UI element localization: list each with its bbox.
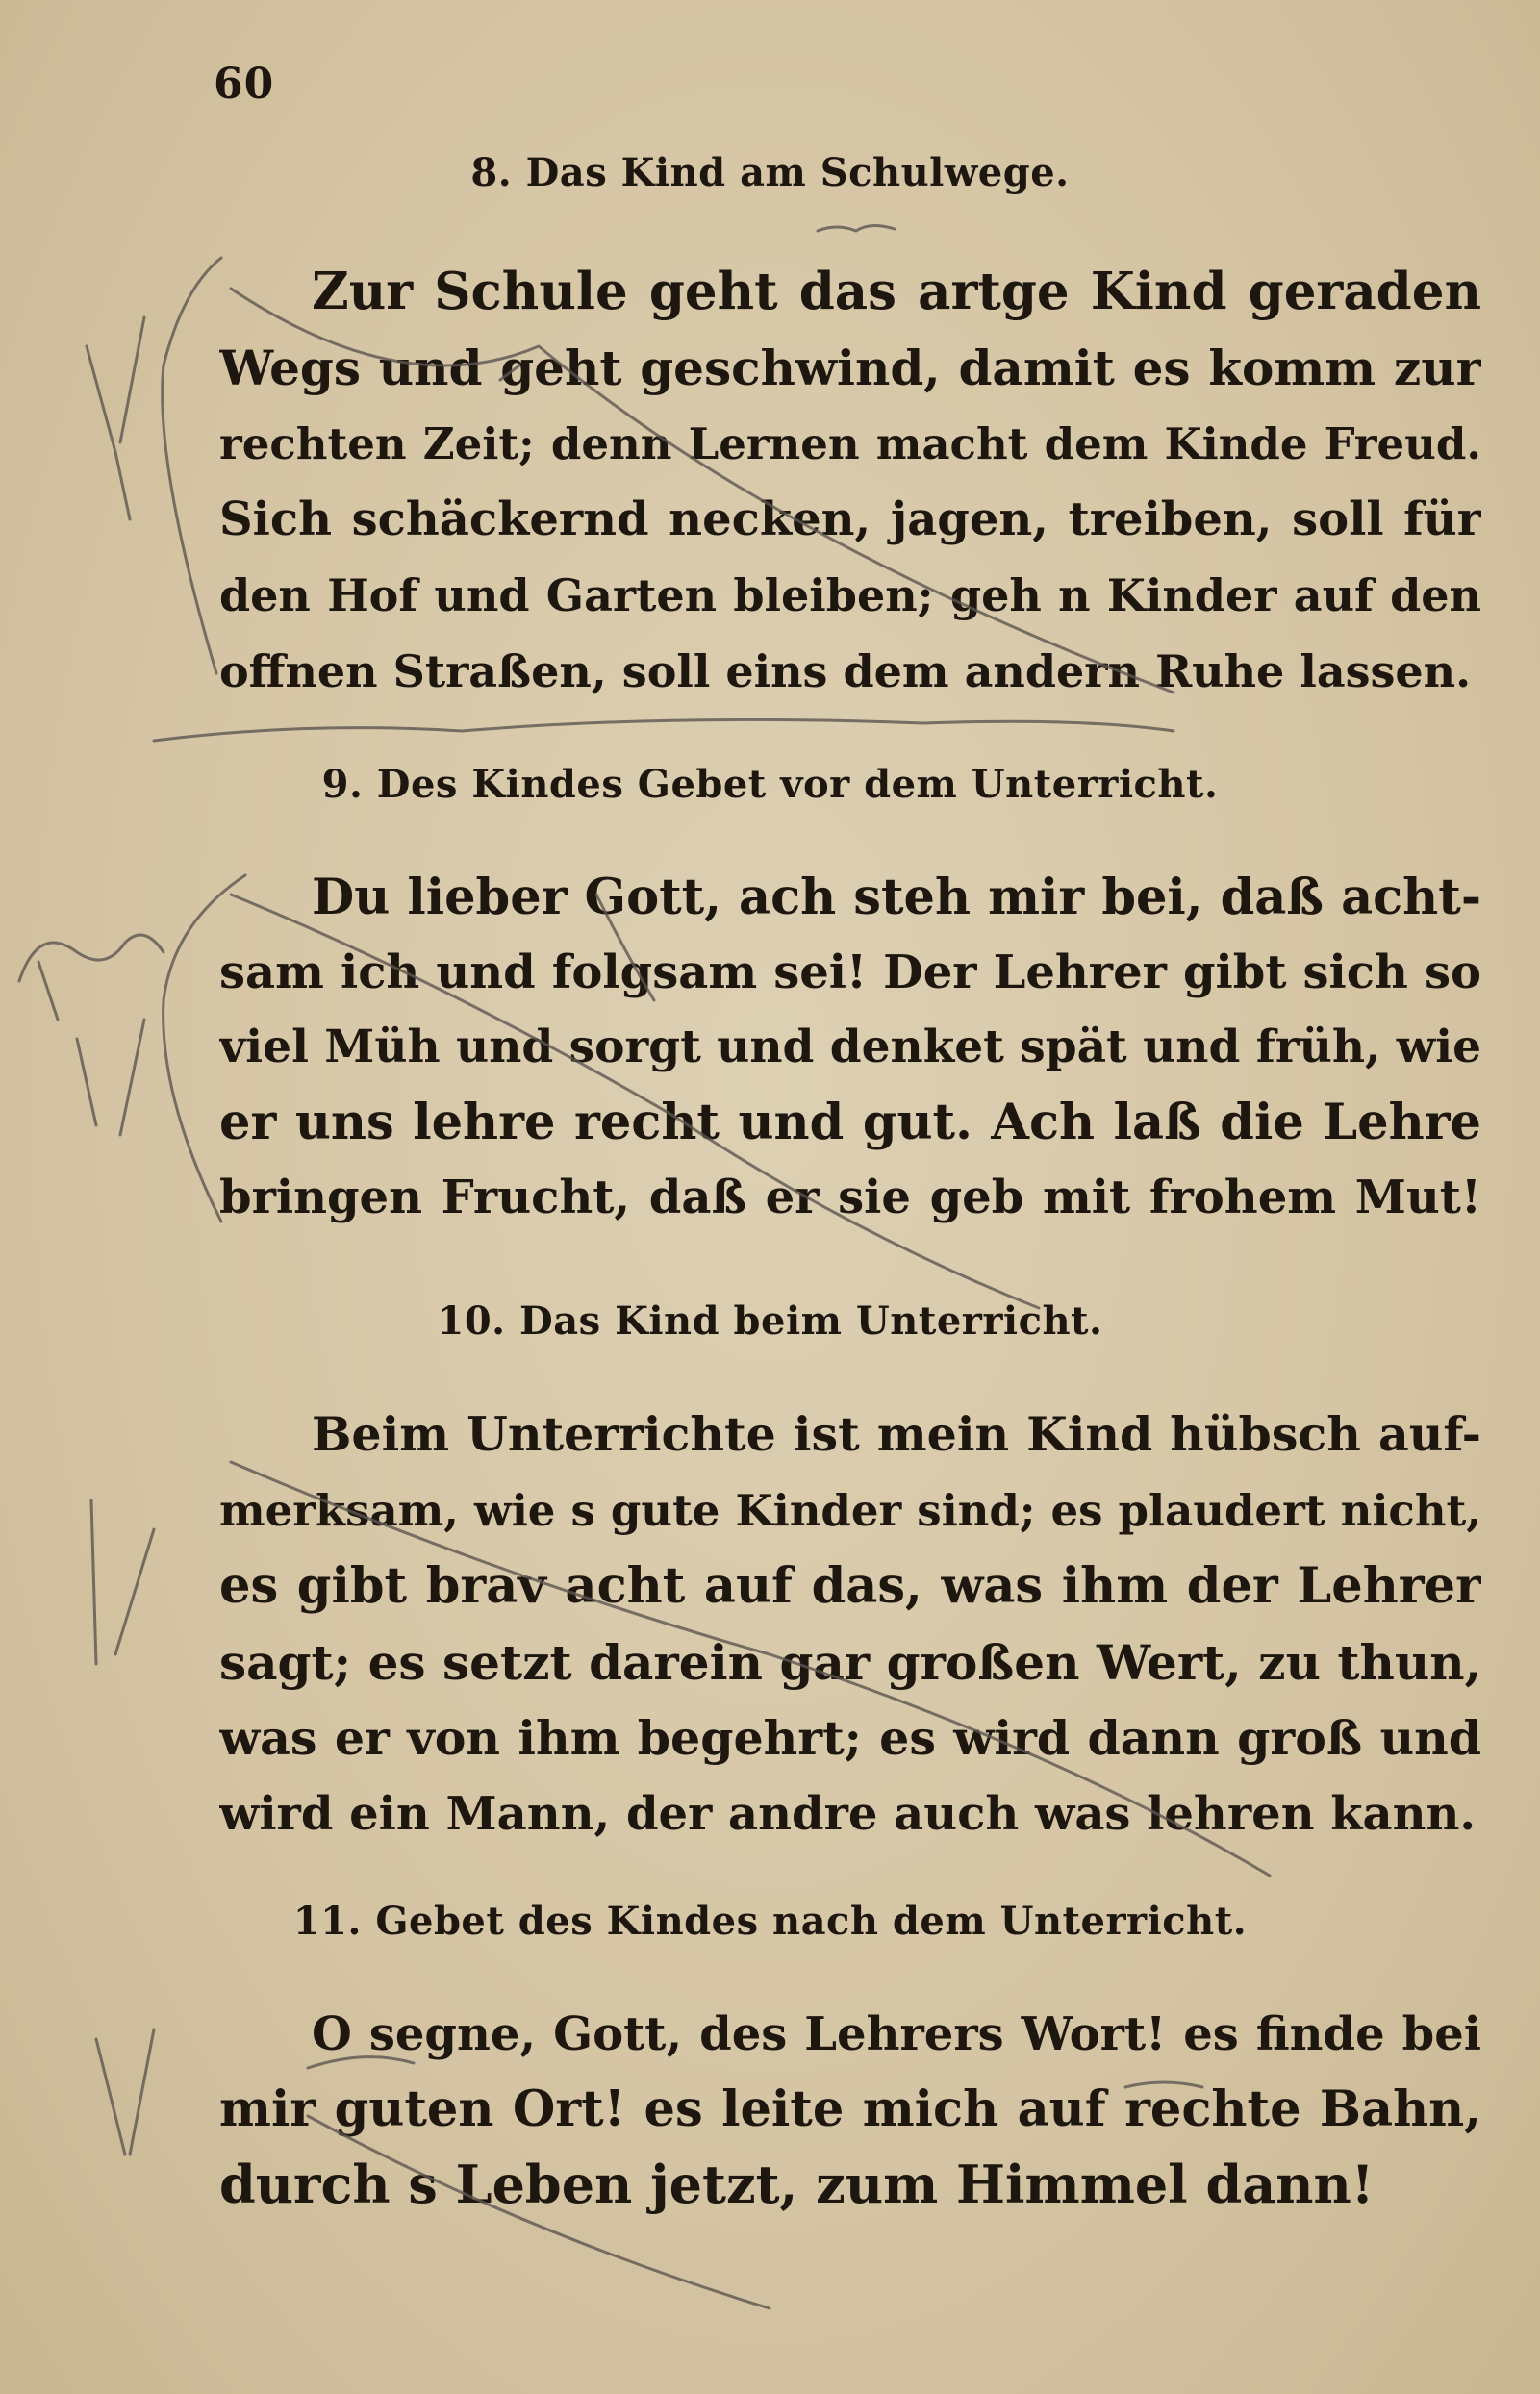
text-line: Wegs und geht geschwind, damit es komm zur (219, 340, 1481, 396)
text-line: sam ich und folgsam sei! Der Lehrer gibt sich so (219, 945, 1481, 999)
text-line: durch s Leben jetzt, zum Himmel dann! (219, 2154, 1375, 2215)
text-line: mir guten Ort! es leite mich auf rechte Bahn, (219, 2080, 1481, 2138)
text-line: es gibt brav acht auf das, was ihm der Lehrer (219, 1557, 1481, 1615)
text-line: Sich schäckernd necken, jagen, treiben, soll für (219, 492, 1481, 546)
page-number: 60 (214, 60, 275, 109)
text-line: offnen Straßen, soll eins dem andern Ruhe lassen. (219, 645, 1472, 697)
text-line: den Hof und Garten bleiben; geh n Kinder auf den (219, 569, 1481, 621)
text-line: wird ein Mann, der andre auch was lehren kann. (219, 1787, 1477, 1841)
section-heading-11: 11. Gebet des Kindes nach dem Unterricht. (292, 1899, 1248, 1944)
text-line: sagt; es setzt darein gar großen Wert, zu thun, (219, 1634, 1481, 1691)
section-text-9 (219, 860, 1481, 1235)
section-text-8 (219, 254, 1481, 710)
text-line: merksam, wie s gute Kinder sind; es plaudert nicht, (219, 1485, 1481, 1536)
section-heading-10: 10. Das Kind beim Unterricht. (437, 1298, 1103, 1344)
section-text-11 (219, 1997, 1481, 2222)
text-line: was er von ihm begehrt; es wird dann groß und (219, 1710, 1481, 1766)
section-text-10 (219, 1397, 1481, 1852)
text-line: rechten Zeit; denn Lernen macht dem Kinde Freud. (219, 418, 1481, 469)
text-line: Du lieber Gott, ach steh mir bei, daß acht- (312, 869, 1481, 926)
text-line: O segne, Gott, des Lehrers Wort! es finde bei (312, 2007, 1481, 2061)
text-line: Beim Unterrichte ist mein Kind hübsch auf- (312, 1406, 1481, 1462)
section-heading-9: 9. Des Kindes Gebet vor dem Unterricht. (321, 762, 1219, 807)
section-heading-8: 8. Das Kind am Schulwege. (470, 150, 1070, 195)
text-line: er uns lehre recht und gut. Ach laß die Lehre (219, 1094, 1481, 1151)
text-line: Zur Schule geht das artge Kind geraden (312, 262, 1481, 321)
text-line: viel Müh und sorgt und denket spät und früh, wie (219, 1021, 1481, 1073)
text-line: bringen Frucht, daß er sie geb mit frohem Mut! (219, 1171, 1481, 1224)
